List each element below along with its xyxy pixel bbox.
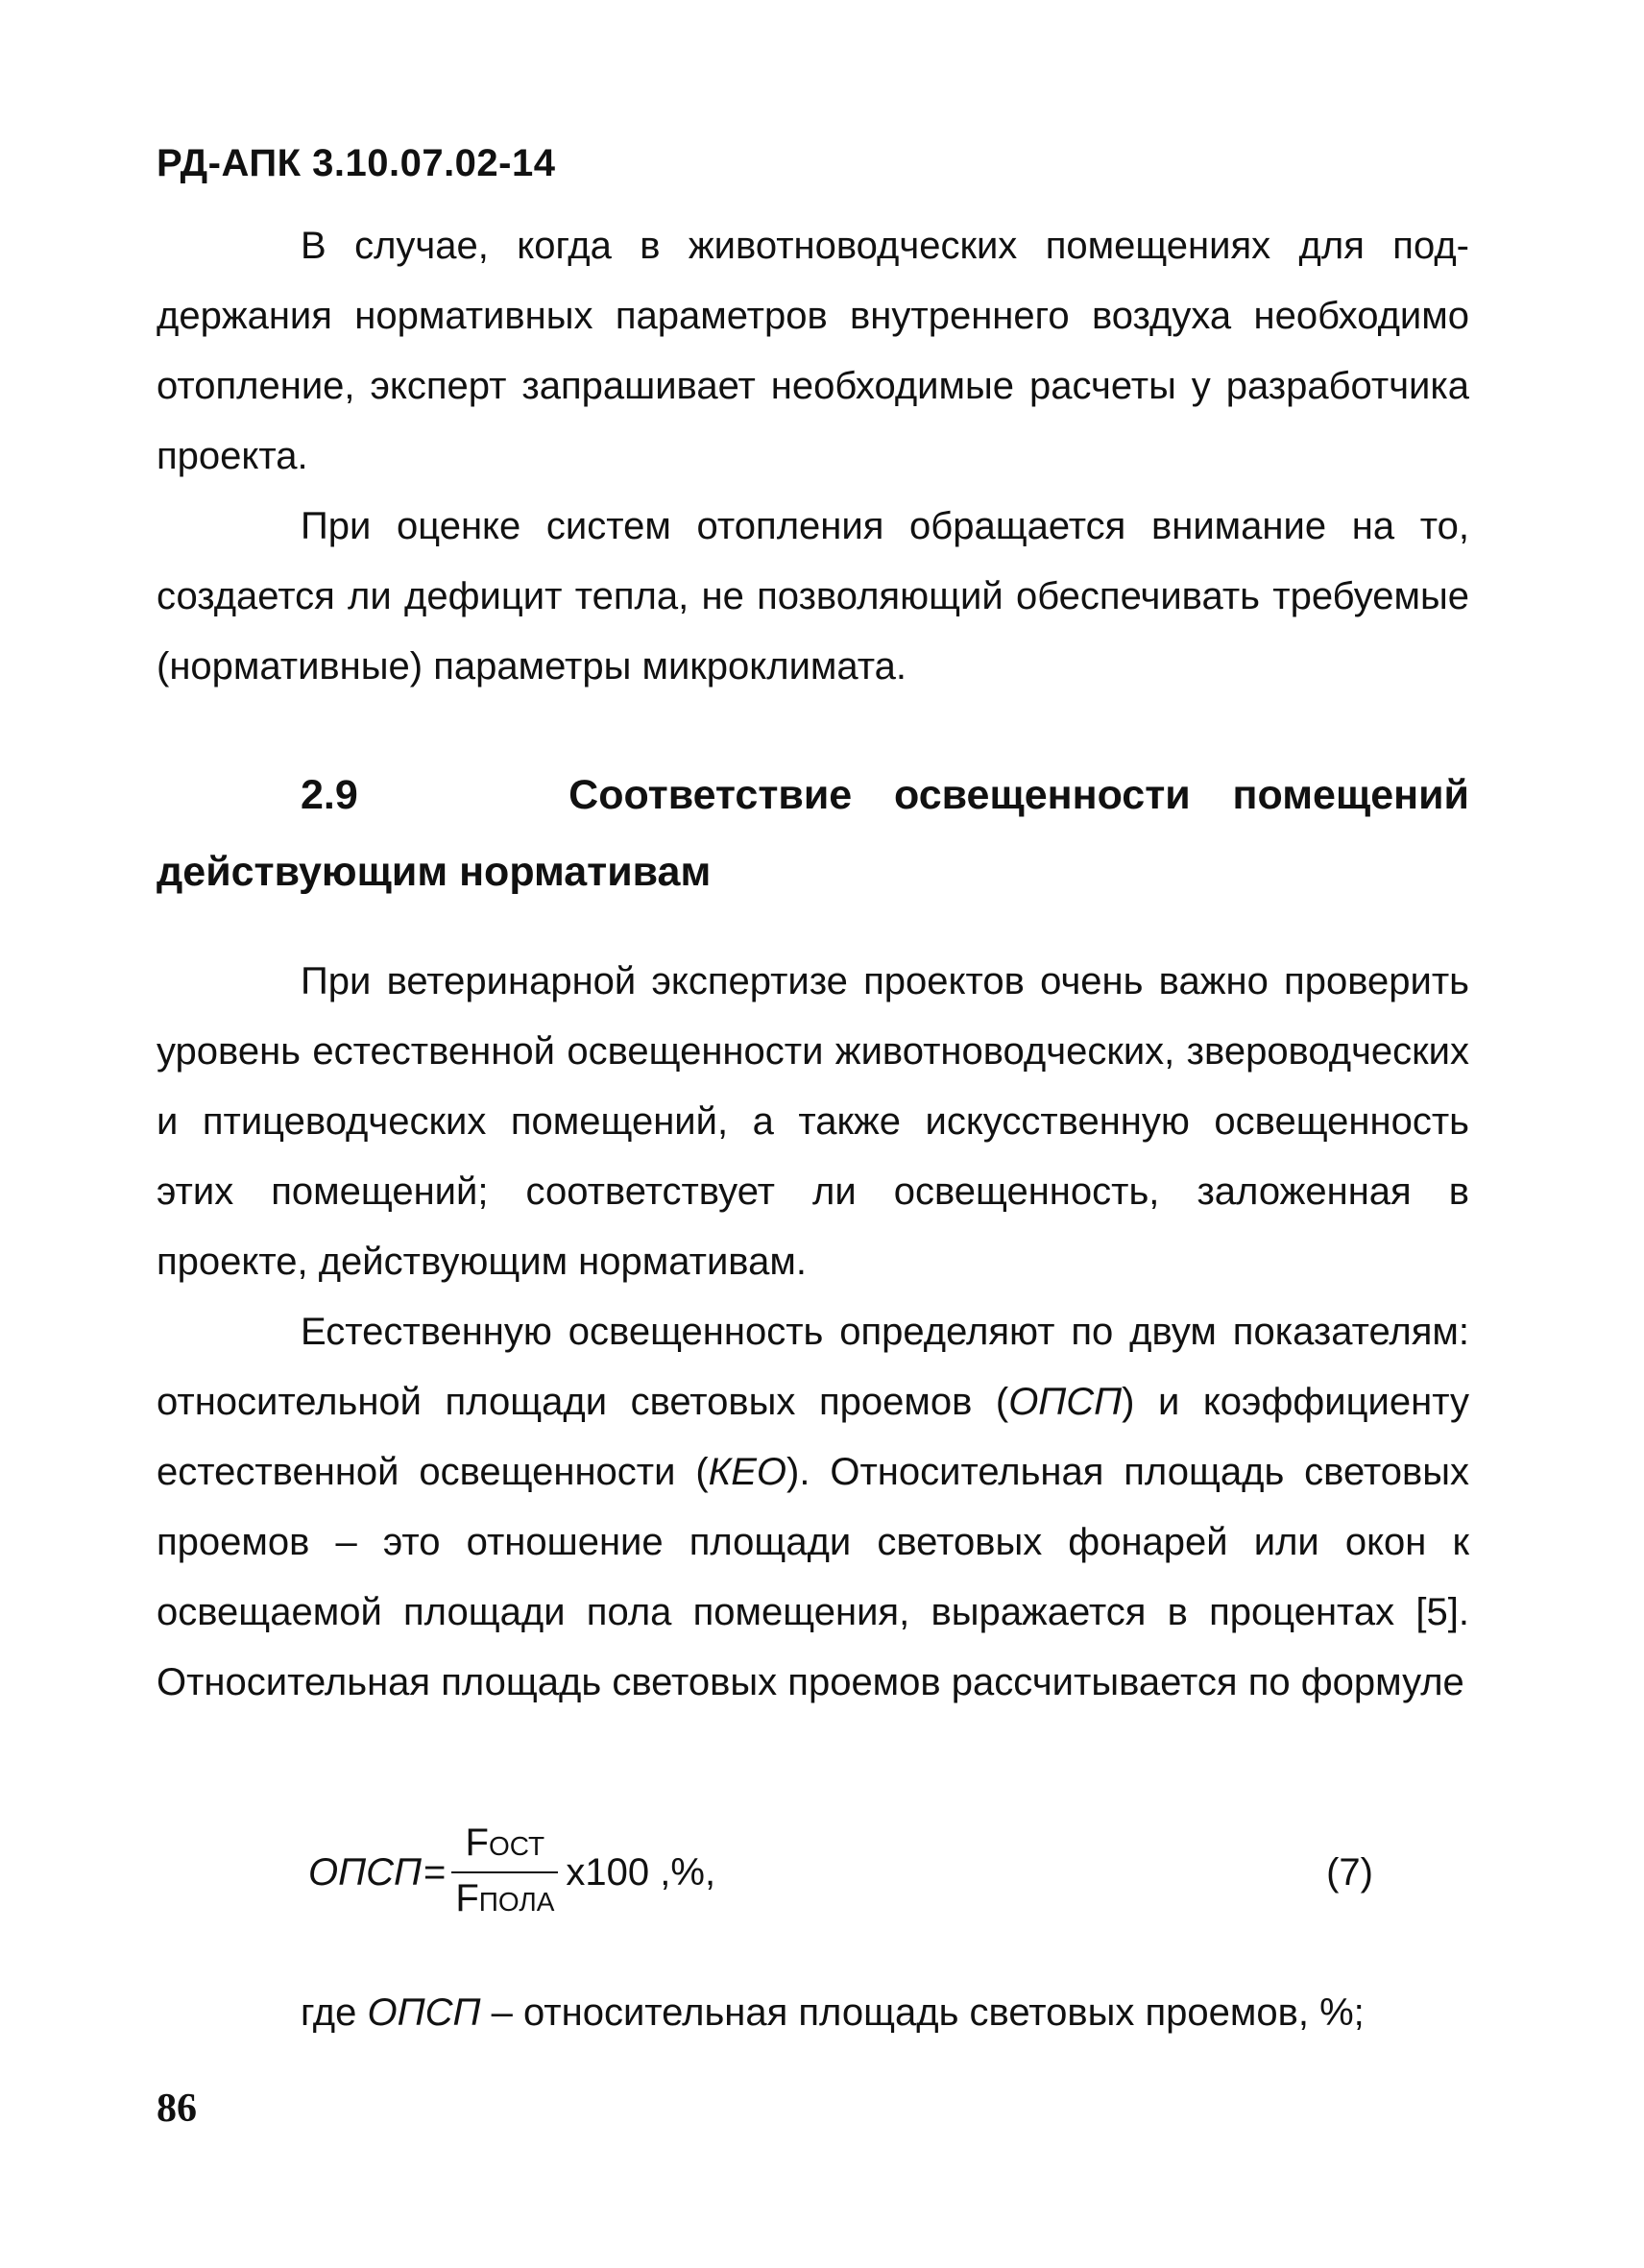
paragraph-heating-calculations: В случае, когда в животноводческих помещениях для поддержания нормативных параметров внутреннего воздуха необходимо отопление, эксперт запрашивает необходимые расчеты у разработчика проекта. bbox=[157, 225, 1469, 477]
formula-7 bbox=[157, 1796, 1469, 1949]
legend-term: ОПСП bbox=[367, 1991, 481, 2034]
paragraph-heat-deficit: При оценке систем отопления обращается внимание на то, создается ли дефицит тепла, не позволяющий обеспечивать требуемые (нормативные) параметры микроклимата. bbox=[157, 505, 1469, 688]
formula-equals: = bbox=[423, 1850, 447, 1894]
equation-number: (7) bbox=[1326, 1850, 1373, 1894]
term-opsp: ОПСП bbox=[1008, 1381, 1123, 1423]
formula-denominator: FПОЛА bbox=[455, 1877, 555, 1919]
formula-expression bbox=[308, 1796, 715, 1949]
page-body bbox=[157, 211, 1469, 1718]
section-title: Соответствие освещенности помещений действующим нормативам bbox=[157, 772, 1469, 895]
formula-lhs: ОПСП bbox=[308, 1850, 422, 1894]
formula-multiplier: x100 ,%, bbox=[566, 1850, 716, 1894]
formula-numerator: FОСТ bbox=[465, 1822, 545, 1864]
formula-legend: где ОПСП – относительная площадь световых проемов, %; bbox=[301, 1991, 1365, 2034]
section-heading bbox=[157, 757, 1469, 910]
section-number: 2.9 bbox=[301, 772, 358, 818]
paragraph-vet-expertise: При ветеринарной экспертизе проектов очень важно проверить уровень естественной освещенности животноводческих, звероводческих и птицеводческих помещений, а также искусственную освещенность этих помещений; соответствует ли освещенность, заложенная в проекте, действующим нормативам. bbox=[157, 960, 1469, 1283]
page-number: 86 bbox=[157, 2087, 197, 2131]
document-code: РД-АПК 3.10.07.02-14 bbox=[157, 142, 556, 184]
paragraph-natural-lighting: Естественную освещенность определяют по двум показателям: относительной площади световых проемов (ОПСП) и коэффициенту естественной освещенности (КЕО). Относительная площадь световых проемов – это отношение площади световых фонарей или окон к освещаемой площади пола помещения, выражается в процентах [5]. Относительная площадь световых проемов рассчитывается по формуле bbox=[157, 1311, 1470, 1703]
term-keo: КЕО bbox=[708, 1451, 787, 1493]
formula-fraction bbox=[451, 1818, 558, 1927]
